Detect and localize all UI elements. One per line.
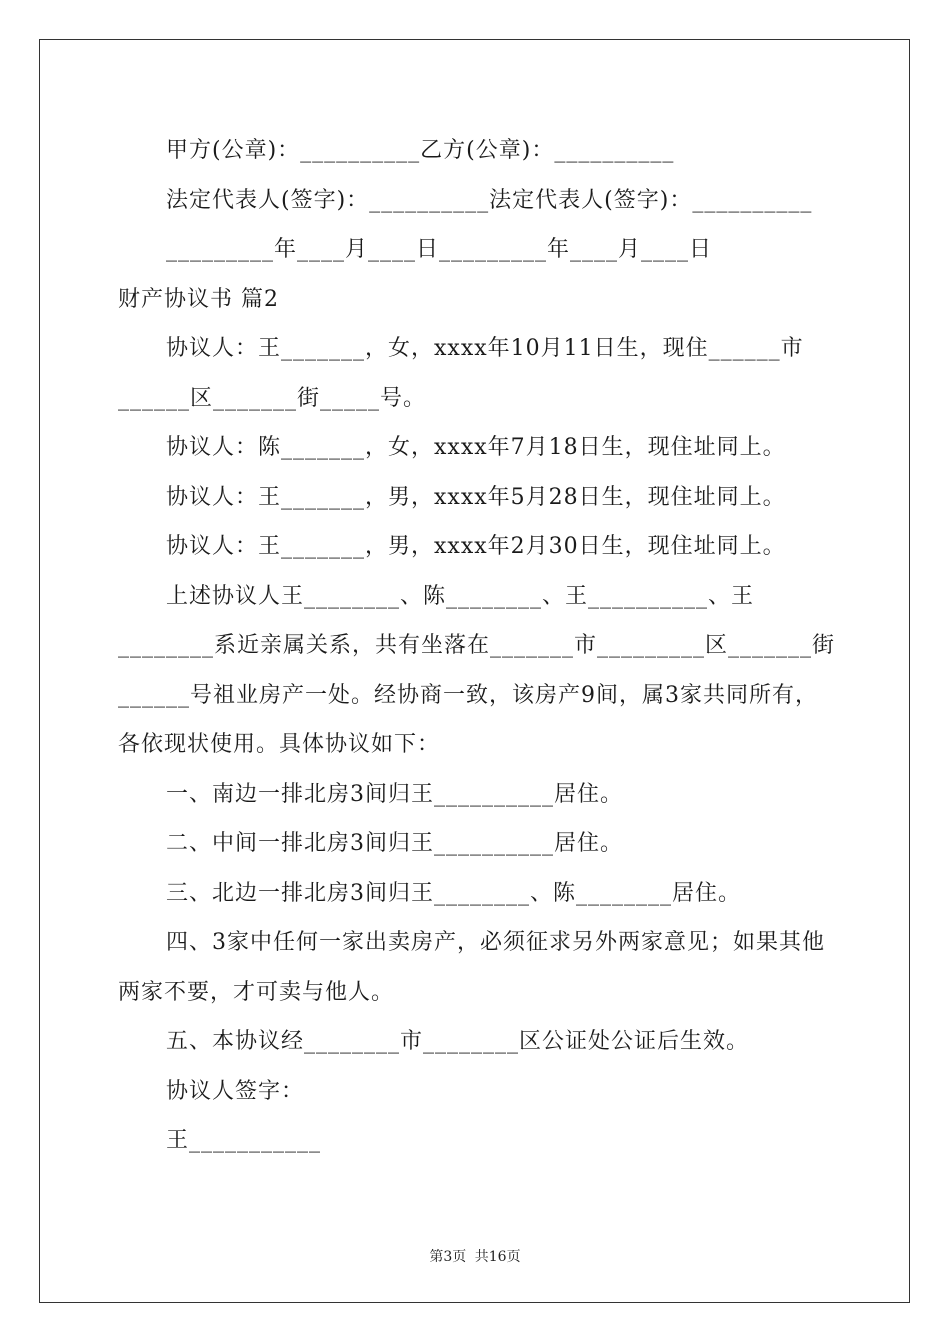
total-pages: 共16页 — [474, 1249, 521, 1265]
section-title: 财产协议书 篇2 — [118, 286, 279, 312]
representative-signature-line: 法定代表人(签字)：__________法定代表人(签字)：__________ — [166, 187, 813, 213]
party-paragraph-1: 协议人：王_______，女，xxxx年10月11日生，现住______市______区_______街_____号。 — [118, 336, 804, 411]
party-seal-line: 甲方(公章)：__________乙方(公章)：__________ — [166, 138, 675, 163]
signature-heading: 协议人签字： — [166, 1078, 305, 1104]
party-paragraph-2: 协议人：陈_______，女，xxxx年7月18日生，现住址同上。 — [166, 435, 786, 460]
property-paragraph: 上述协议人王________、陈________、王__________、王________系近亲属关系，共有坐落在_______市_________区_______街______号祖业房产一处。经协商一致，该房产9间，属3家共同所有，各依现状使用。具体协议如下： — [118, 583, 836, 757]
clause-3: 三、北边一排北房3间归王________、陈________居住。 — [166, 880, 741, 906]
document-body — [118, 126, 838, 1166]
party-paragraph-3: 协议人：王_______，男，xxxx年5月28日生，现住址同上。 — [166, 484, 786, 510]
party-paragraph-4: 协议人：王_______，男，xxxx年2月30日生，现住址同上。 — [166, 534, 786, 559]
date-line: _________年____月____日_________年____月____日 — [166, 237, 713, 262]
signature-line: 王___________ — [166, 1128, 322, 1153]
clause-1: 一、南边一排北房3间归王__________居住。 — [166, 781, 623, 807]
page-footer — [0, 1246, 950, 1266]
clause-4: 四、3家中任何一家出卖房产，必须征求另外两家意见；如果其他两家不要，才可卖与他人。 — [118, 930, 825, 1005]
clause-2: 二、中间一排北房3间归王__________居住。 — [166, 831, 623, 856]
clause-5: 五、本协议经________市________区公证处公证后生效。 — [166, 1029, 750, 1054]
page-number: 第3页 — [429, 1249, 467, 1265]
